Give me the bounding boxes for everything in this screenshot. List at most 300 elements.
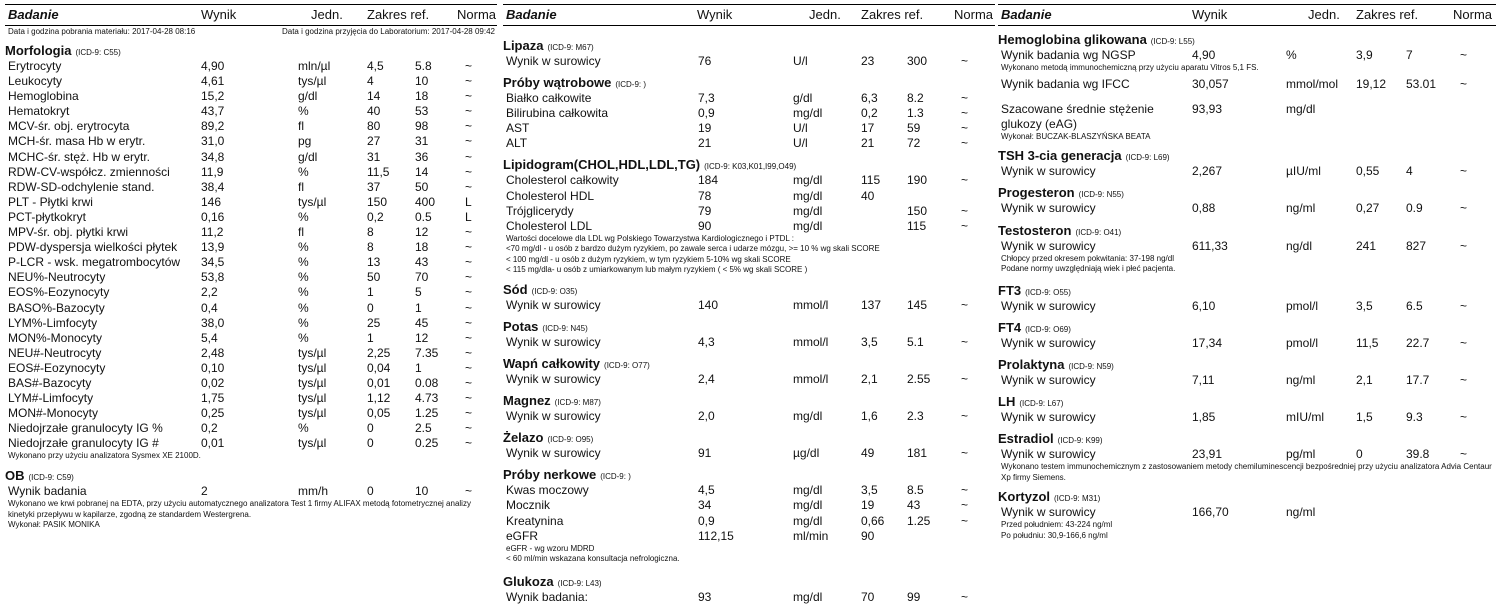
performed-by: Wykonał: BUCZAK-BLASZYŃSKA BEATA xyxy=(1001,131,1151,141)
section-name: FT3 xyxy=(998,282,1022,298)
test-name: Kreatynina xyxy=(506,513,564,528)
result-row xyxy=(503,204,995,219)
test-name: PDW-dyspersja wielkości płytek xyxy=(8,240,178,255)
ref-high: 18 xyxy=(415,89,429,104)
result-value: 11,2 xyxy=(201,225,224,240)
test-name: Wynik w surowicy xyxy=(1001,505,1096,520)
unit: mmol/l xyxy=(793,297,829,312)
norm-flag: ~ xyxy=(961,297,969,312)
ref-low: 3,5 xyxy=(1356,298,1373,313)
result-value: 146 xyxy=(201,194,222,209)
norm-flag: ~ xyxy=(961,203,969,218)
result-row xyxy=(5,406,497,421)
norm-flag: ~ xyxy=(465,59,473,73)
norm-flag: ~ xyxy=(465,421,473,436)
result-row xyxy=(503,372,995,387)
result-row xyxy=(503,335,995,350)
table-header xyxy=(503,4,995,26)
section-name: OB xyxy=(5,467,25,483)
ref-low: 17 xyxy=(861,121,875,136)
ref-low: 137 xyxy=(861,297,882,312)
section-kortyzol xyxy=(998,489,1496,541)
section-title xyxy=(503,574,995,590)
result-value: 91 xyxy=(698,446,712,461)
ref-low: 40 xyxy=(861,188,875,203)
test-name: Niedojrzałe granulocyty IG % xyxy=(8,421,163,436)
result-value: 0,88 xyxy=(1192,201,1216,216)
unit: % xyxy=(298,285,309,300)
section-title xyxy=(998,185,1496,201)
section-name: Lipidogram(CHOL,HDL,LDL,TG) xyxy=(503,157,701,173)
norm-flag: ~ xyxy=(465,285,473,300)
result-row xyxy=(503,91,995,106)
section-ft3 xyxy=(998,283,1496,314)
unit: g/dl xyxy=(793,91,813,106)
result-value: 53,8 xyxy=(201,270,225,285)
test-name: Wynik w surowicy xyxy=(506,446,601,461)
result-row xyxy=(5,104,497,119)
result-value: 1,75 xyxy=(201,391,225,406)
method-note: Wykonano metodą immunochemiczną przy użyciu aparatu Vitros 5,1 FS. xyxy=(1001,63,1259,73)
section-name: Estradiol xyxy=(998,431,1054,447)
test-name: MCV-śr. obj. erytrocyta xyxy=(8,119,130,134)
result-value: 2,267 xyxy=(1192,164,1223,179)
unit: mg/dl xyxy=(793,173,823,188)
section-note: < 115 mg/dla- u osób z umiarkowanym lub małym ryzykiem ( < 5% wg skali SCORE ) xyxy=(506,265,808,275)
result-value: 2,2 xyxy=(201,285,218,300)
unit: % xyxy=(298,330,309,345)
header-badanie: Badanie xyxy=(1001,7,1052,22)
ref-high: 22.7 xyxy=(1406,335,1430,350)
unit: tys/µl xyxy=(298,345,327,360)
norm-flag: ~ xyxy=(465,255,473,270)
result-row xyxy=(998,410,1496,425)
unit: g/dl xyxy=(298,149,318,164)
ref-high: 10 xyxy=(415,483,429,498)
result-row: Wynik badania wg IFCC 30,057 mmol/mol 19,12 53.01 ~ xyxy=(1001,76,1468,91)
icd-code: (ICD-9: O35) xyxy=(531,286,578,296)
norm-flag: ~ xyxy=(465,134,473,149)
section-lh xyxy=(998,394,1496,425)
icd-code: (ICD-9: C55) xyxy=(75,48,121,57)
ref-low: 21 xyxy=(861,136,875,151)
result-value: 21 xyxy=(698,136,712,151)
norm-flag: ~ xyxy=(465,345,473,360)
norm-flag: ~ xyxy=(465,240,473,255)
norm-flag: ~ xyxy=(961,372,969,387)
result-row xyxy=(5,119,497,134)
unit: tys/µl xyxy=(298,74,327,89)
section-title xyxy=(998,320,1496,336)
result-row xyxy=(503,219,995,234)
result-value: 112,15 xyxy=(698,528,734,543)
unit: mg/dl xyxy=(793,498,823,513)
test-name: MON%-Monocyty xyxy=(8,330,103,345)
test-name: Cholesterol HDL xyxy=(506,188,595,203)
result-value: 0,25 xyxy=(201,406,225,421)
result-value: 184 xyxy=(698,173,719,188)
section-magnez xyxy=(503,393,995,424)
result-value: 11,9 xyxy=(201,164,224,179)
ref-low: 0,01 xyxy=(367,375,391,390)
section-title xyxy=(503,319,995,335)
result-row xyxy=(503,189,995,204)
unit: tys/µl xyxy=(298,194,327,209)
result-row xyxy=(5,240,497,255)
result-value: 93 xyxy=(698,589,712,604)
icd-code: (ICD-9: N45) xyxy=(542,323,588,333)
result-row xyxy=(503,54,995,69)
ref-high: 2.5 xyxy=(415,421,432,436)
section-sod xyxy=(503,282,995,313)
section-note: Podane normy uwzględniają wiek i płeć pacjenta. xyxy=(1001,264,1176,274)
norm-flag: ~ xyxy=(465,104,473,119)
section-title xyxy=(503,75,995,91)
test-name: Cholesterol całkowity xyxy=(506,173,619,188)
result-row xyxy=(5,301,497,316)
header-wynik: Wynik xyxy=(697,7,733,22)
result-row xyxy=(998,299,1496,314)
section-title xyxy=(998,283,1496,299)
norm-flag: L xyxy=(465,209,472,224)
test-name: Trójglicerydy xyxy=(506,203,574,218)
section-name: Wapń całkowity xyxy=(503,356,601,372)
collection-date: Data i godzina pobrania materiału: 2017-04-28 08:16 xyxy=(8,27,196,36)
ref-high: 98 xyxy=(415,119,429,134)
result-row xyxy=(503,498,995,513)
ref-high: 0.9 xyxy=(1406,201,1423,216)
icd-code: (ICD-9: L67) xyxy=(1019,398,1064,408)
icd-code: (ICD-9: M67) xyxy=(547,43,594,52)
section-name: Morfologia xyxy=(5,43,72,58)
ref-low: 8 xyxy=(367,225,374,240)
result-value: 31,0 xyxy=(201,134,225,149)
ref-low: 1,6 xyxy=(861,409,878,424)
test-name: Cholesterol LDL xyxy=(506,218,593,233)
section-proby-watrobowe xyxy=(503,75,995,151)
norm-flag: ~ xyxy=(961,121,969,136)
unit: fl xyxy=(298,225,304,240)
norm-flag: ~ xyxy=(1460,335,1468,350)
unit: % xyxy=(298,209,309,224)
section-title xyxy=(998,357,1496,373)
section-name: Sód xyxy=(503,281,528,297)
unit: % xyxy=(298,270,309,285)
section-wapn xyxy=(503,356,995,387)
test-name: Niedojrzałe granulocyty IG # xyxy=(8,436,159,451)
section-ob xyxy=(5,468,497,531)
result-row xyxy=(503,483,995,498)
result-row xyxy=(503,409,995,424)
test-name: Wynik w surowicy xyxy=(506,297,601,312)
unit: fl xyxy=(298,119,304,134)
result-row xyxy=(5,165,497,180)
ref-high: 1.25 xyxy=(907,513,931,528)
ref-high: 115 xyxy=(907,218,927,233)
ref-low: 115 xyxy=(861,173,881,188)
test-name: RDW-SD-odchylenie stand. xyxy=(8,179,155,194)
result-row xyxy=(998,336,1496,351)
result-value: 38,4 xyxy=(201,179,225,194)
unit: mg/dl xyxy=(793,203,823,218)
section-lipaza xyxy=(503,38,995,69)
section-title xyxy=(503,430,995,446)
ref-high: 5 xyxy=(415,285,422,300)
ref-low: 0,05 xyxy=(367,406,391,421)
ref-high: 59 xyxy=(907,121,921,136)
unit: ml/min xyxy=(793,528,829,543)
section-note: Wykonano we krwi pobranej na EDTA, przy użyciu automatycznego analizatora Test 1 firmy ALIFAX metodą fotometrycznej analizy kinetyki przepływu w kapilarze, zgodną ze standardem Westergrena. xyxy=(8,499,471,519)
unit: mln/µl xyxy=(298,59,331,73)
column-1 xyxy=(5,4,497,531)
ref-low: 14 xyxy=(367,89,381,104)
test-name: Hemoglobina xyxy=(8,89,79,104)
section-testosteron xyxy=(998,223,1496,275)
result-value: 17,34 xyxy=(1192,335,1223,350)
section-name: FT4 xyxy=(998,319,1022,335)
unit: fl xyxy=(298,179,304,194)
unit: µg/dl xyxy=(793,446,820,461)
result-value: 15,2 xyxy=(201,89,225,104)
ref-low: 4,5 xyxy=(367,59,384,73)
section-title xyxy=(503,467,995,483)
norm-flag: ~ xyxy=(465,300,473,315)
ref-high: 0.5 xyxy=(415,209,432,224)
result-value: 76 xyxy=(698,54,712,68)
section-title xyxy=(998,489,1496,505)
ref-low: 0,04 xyxy=(367,360,391,375)
test-name: P-LCR - wsk. megatrombocytów xyxy=(8,255,181,270)
test-name: Wynik w surowicy xyxy=(506,54,601,68)
unit: U/l xyxy=(793,54,808,68)
section-name: Magnez xyxy=(503,393,551,409)
test-name: Erytrocyty xyxy=(8,59,62,73)
ref-high: 1 xyxy=(415,300,422,315)
unit: tys/µl xyxy=(298,375,327,390)
unit: mg/dl xyxy=(793,188,823,203)
norm-flag: ~ xyxy=(961,218,969,233)
section-name: TSH 3-cia generacja xyxy=(998,148,1122,164)
result-value: 4,61 xyxy=(201,74,225,89)
unit: pmol/l xyxy=(1286,335,1319,350)
norm-flag: ~ xyxy=(465,360,473,375)
ref-high: 17.7 xyxy=(1406,372,1430,387)
ref-high: 36 xyxy=(415,149,429,164)
test-name: PCT-płytkokryt xyxy=(8,209,87,224)
section-note: Wykonano testem immunochemicznym z zastosowaniem metody chemiluminescencji bezpośredniej przy użyciu analizatora Advia Centaur Xp firmy Siemens. xyxy=(1001,462,1492,482)
ref-high: 12 xyxy=(415,225,429,240)
result-value: 0,16 xyxy=(201,209,225,224)
table-header xyxy=(998,4,1496,26)
ref-high: 300 xyxy=(907,54,928,68)
ref-high: 45 xyxy=(415,315,429,330)
result-value: 79 xyxy=(698,203,712,218)
result-row xyxy=(503,590,995,605)
test-name: Wynik w surowicy xyxy=(1001,164,1096,179)
ref-high: 7.35 xyxy=(415,345,439,360)
ref-high: 0.08 xyxy=(415,375,439,390)
test-name: Wynik w surowicy xyxy=(1001,238,1096,253)
unit: pg xyxy=(298,134,312,149)
header-wynik: Wynik xyxy=(1192,7,1228,22)
ref-high: 400 xyxy=(415,194,436,209)
test-name: Wynik w surowicy xyxy=(506,372,601,387)
result-value: 89,2 xyxy=(201,119,225,134)
test-name: LYM#-Limfocyty xyxy=(8,391,94,406)
result-value: 78 xyxy=(698,188,712,203)
result-row xyxy=(503,298,995,313)
icd-code: (ICD-9: O69) xyxy=(1025,324,1071,334)
test-name: LYM%-Limfocyty xyxy=(8,315,98,330)
unit: % xyxy=(298,240,309,255)
test-name: NEU#-Neutrocyty xyxy=(8,345,102,360)
ref-low: 0,66 xyxy=(861,513,885,528)
test-name: MCH-śr. masa Hb w erytr. xyxy=(8,134,146,149)
unit: ng/dl xyxy=(1286,238,1313,253)
unit: mIU/ml xyxy=(1286,409,1324,424)
unit: tys/µl xyxy=(298,360,327,375)
section-title xyxy=(998,394,1496,410)
test-name: MON#-Monocyty xyxy=(8,406,99,421)
ref-high: 145 xyxy=(907,297,928,312)
unit: % xyxy=(298,421,309,436)
test-name: MPV-śr. obj. płytki krwi xyxy=(8,225,129,240)
ref-high: 99 xyxy=(907,589,921,604)
section-zelazo xyxy=(503,430,995,461)
section-ft4 xyxy=(998,320,1496,351)
result-row xyxy=(5,391,497,406)
ref-high: 2.3 xyxy=(907,409,924,424)
section-name: Żelazo xyxy=(503,430,544,446)
eag-row: Szacowane średnie stężenie 93,93 mg/dl xyxy=(1001,101,1316,116)
norm-flag: ~ xyxy=(1460,201,1468,216)
unit: mg/dl xyxy=(793,409,823,424)
section-hemoglobina-glikowana xyxy=(998,32,1496,142)
icd-code: (ICD-9: O41) xyxy=(1075,227,1122,237)
section-title xyxy=(5,468,497,484)
result-value: 0,9 xyxy=(698,106,715,121)
test-name: NEU%-Neutrocyty xyxy=(8,270,106,285)
test-name: BAS#-Bazocyty xyxy=(8,375,92,390)
result-row xyxy=(5,74,497,89)
result-row xyxy=(503,136,995,151)
result-row xyxy=(998,505,1496,520)
result-value: 43,7 xyxy=(201,104,225,119)
result-value: 2 xyxy=(201,483,208,498)
unit: mg/dl xyxy=(793,483,823,498)
result-value: 0,4 xyxy=(201,300,218,315)
result-value: 23,91 xyxy=(1192,447,1223,462)
result-row xyxy=(5,210,497,225)
section-note: Po południu: 30,9-166,6 ng/ml xyxy=(1001,530,1108,540)
result-row xyxy=(5,285,497,300)
result-value: 140 xyxy=(698,297,719,312)
ref-low: 11,5 xyxy=(367,164,390,179)
ref-high: 8.5 xyxy=(907,483,924,498)
norm-flag: ~ xyxy=(465,89,473,104)
ref-high: 4 xyxy=(1406,164,1413,179)
column-2 xyxy=(503,4,995,605)
unit: % xyxy=(298,164,309,179)
result-row xyxy=(5,484,497,499)
result-value: 4,5 xyxy=(698,483,715,498)
norm-flag: ~ xyxy=(465,375,473,390)
result-value: 2,48 xyxy=(201,345,225,360)
icd-code: (ICD-9: M87) xyxy=(554,398,601,408)
norm-flag: ~ xyxy=(1460,238,1468,253)
section-note: eGFR - wg wzoru MDRD xyxy=(506,543,595,553)
norm-flag: ~ xyxy=(1460,298,1468,313)
norm-flag: ~ xyxy=(465,164,473,179)
result-row xyxy=(5,436,497,451)
header-badanie: Badanie xyxy=(506,7,557,22)
result-row xyxy=(503,529,995,544)
ref-high: 31 xyxy=(415,134,429,149)
test-name: Kwas moczowy xyxy=(506,483,589,498)
section-note: Wartości docelowe dla LDL wg Polskiego Towarzystwa Kardiologicznego i PTDL : xyxy=(506,233,794,243)
result-value: 1,85 xyxy=(1192,409,1216,424)
section-title: Hemoglobina glikowana (ICD-9: L55) xyxy=(998,32,1195,47)
ref-low: 31 xyxy=(367,149,381,164)
unit: % xyxy=(298,315,309,330)
test-name: EOS%-Eozynocyty xyxy=(8,285,110,300)
header-zakres: Zakres ref. xyxy=(367,7,430,22)
result-row xyxy=(503,106,995,121)
result-row xyxy=(503,446,995,461)
unit: pg/ml xyxy=(1286,447,1316,462)
section-potas xyxy=(503,319,995,350)
icd-code: (ICD-9: C59) xyxy=(28,472,74,482)
result-row xyxy=(5,346,497,361)
ref-high: 10 xyxy=(415,74,429,89)
norm-flag: ~ xyxy=(465,315,473,330)
ref-low: 1 xyxy=(367,330,374,345)
unit: mmol/l xyxy=(793,334,829,349)
result-value: 2,0 xyxy=(698,409,715,424)
result-value: 34,8 xyxy=(201,149,225,164)
test-name: Wynik w surowicy xyxy=(1001,447,1096,462)
unit: % xyxy=(298,300,309,315)
ref-high: 181 xyxy=(907,446,928,461)
ref-high: 5.8 xyxy=(415,59,432,73)
norm-flag: ~ xyxy=(1460,164,1468,179)
ref-high: 827 xyxy=(1406,238,1427,253)
eag-row-2: glukozy (eAG) xyxy=(1001,116,1078,131)
unit: ng/ml xyxy=(1286,372,1316,387)
ref-high: 12 xyxy=(415,330,429,345)
section-title xyxy=(503,157,995,173)
ref-low: 0,2 xyxy=(367,209,384,224)
ref-high: 53 xyxy=(415,104,429,119)
header-jedn: Jedn. xyxy=(311,7,343,22)
ref-low: 8 xyxy=(367,240,374,255)
ref-high: 4.73 xyxy=(415,391,439,406)
header-zakres: Zakres ref. xyxy=(1356,7,1419,22)
result-value: 611,33 xyxy=(1192,238,1228,253)
section-glukoza xyxy=(503,574,995,605)
ref-low: 0,27 xyxy=(1356,201,1380,216)
ref-low: 23 xyxy=(861,54,875,68)
test-name: Wynik w surowicy xyxy=(1001,409,1096,424)
result-row xyxy=(5,59,497,74)
test-name: Wynik w surowicy xyxy=(506,334,601,349)
section-title xyxy=(503,282,995,298)
icd-code: (ICD-9: O95) xyxy=(547,435,594,445)
test-name: MCHC-śr. stęż. Hb w erytr. xyxy=(8,149,151,164)
result-row xyxy=(5,180,497,195)
icd-code: (ICD-9: K03,K01,I99,O49) xyxy=(704,162,797,172)
test-name: Wynik badania: xyxy=(506,589,588,604)
